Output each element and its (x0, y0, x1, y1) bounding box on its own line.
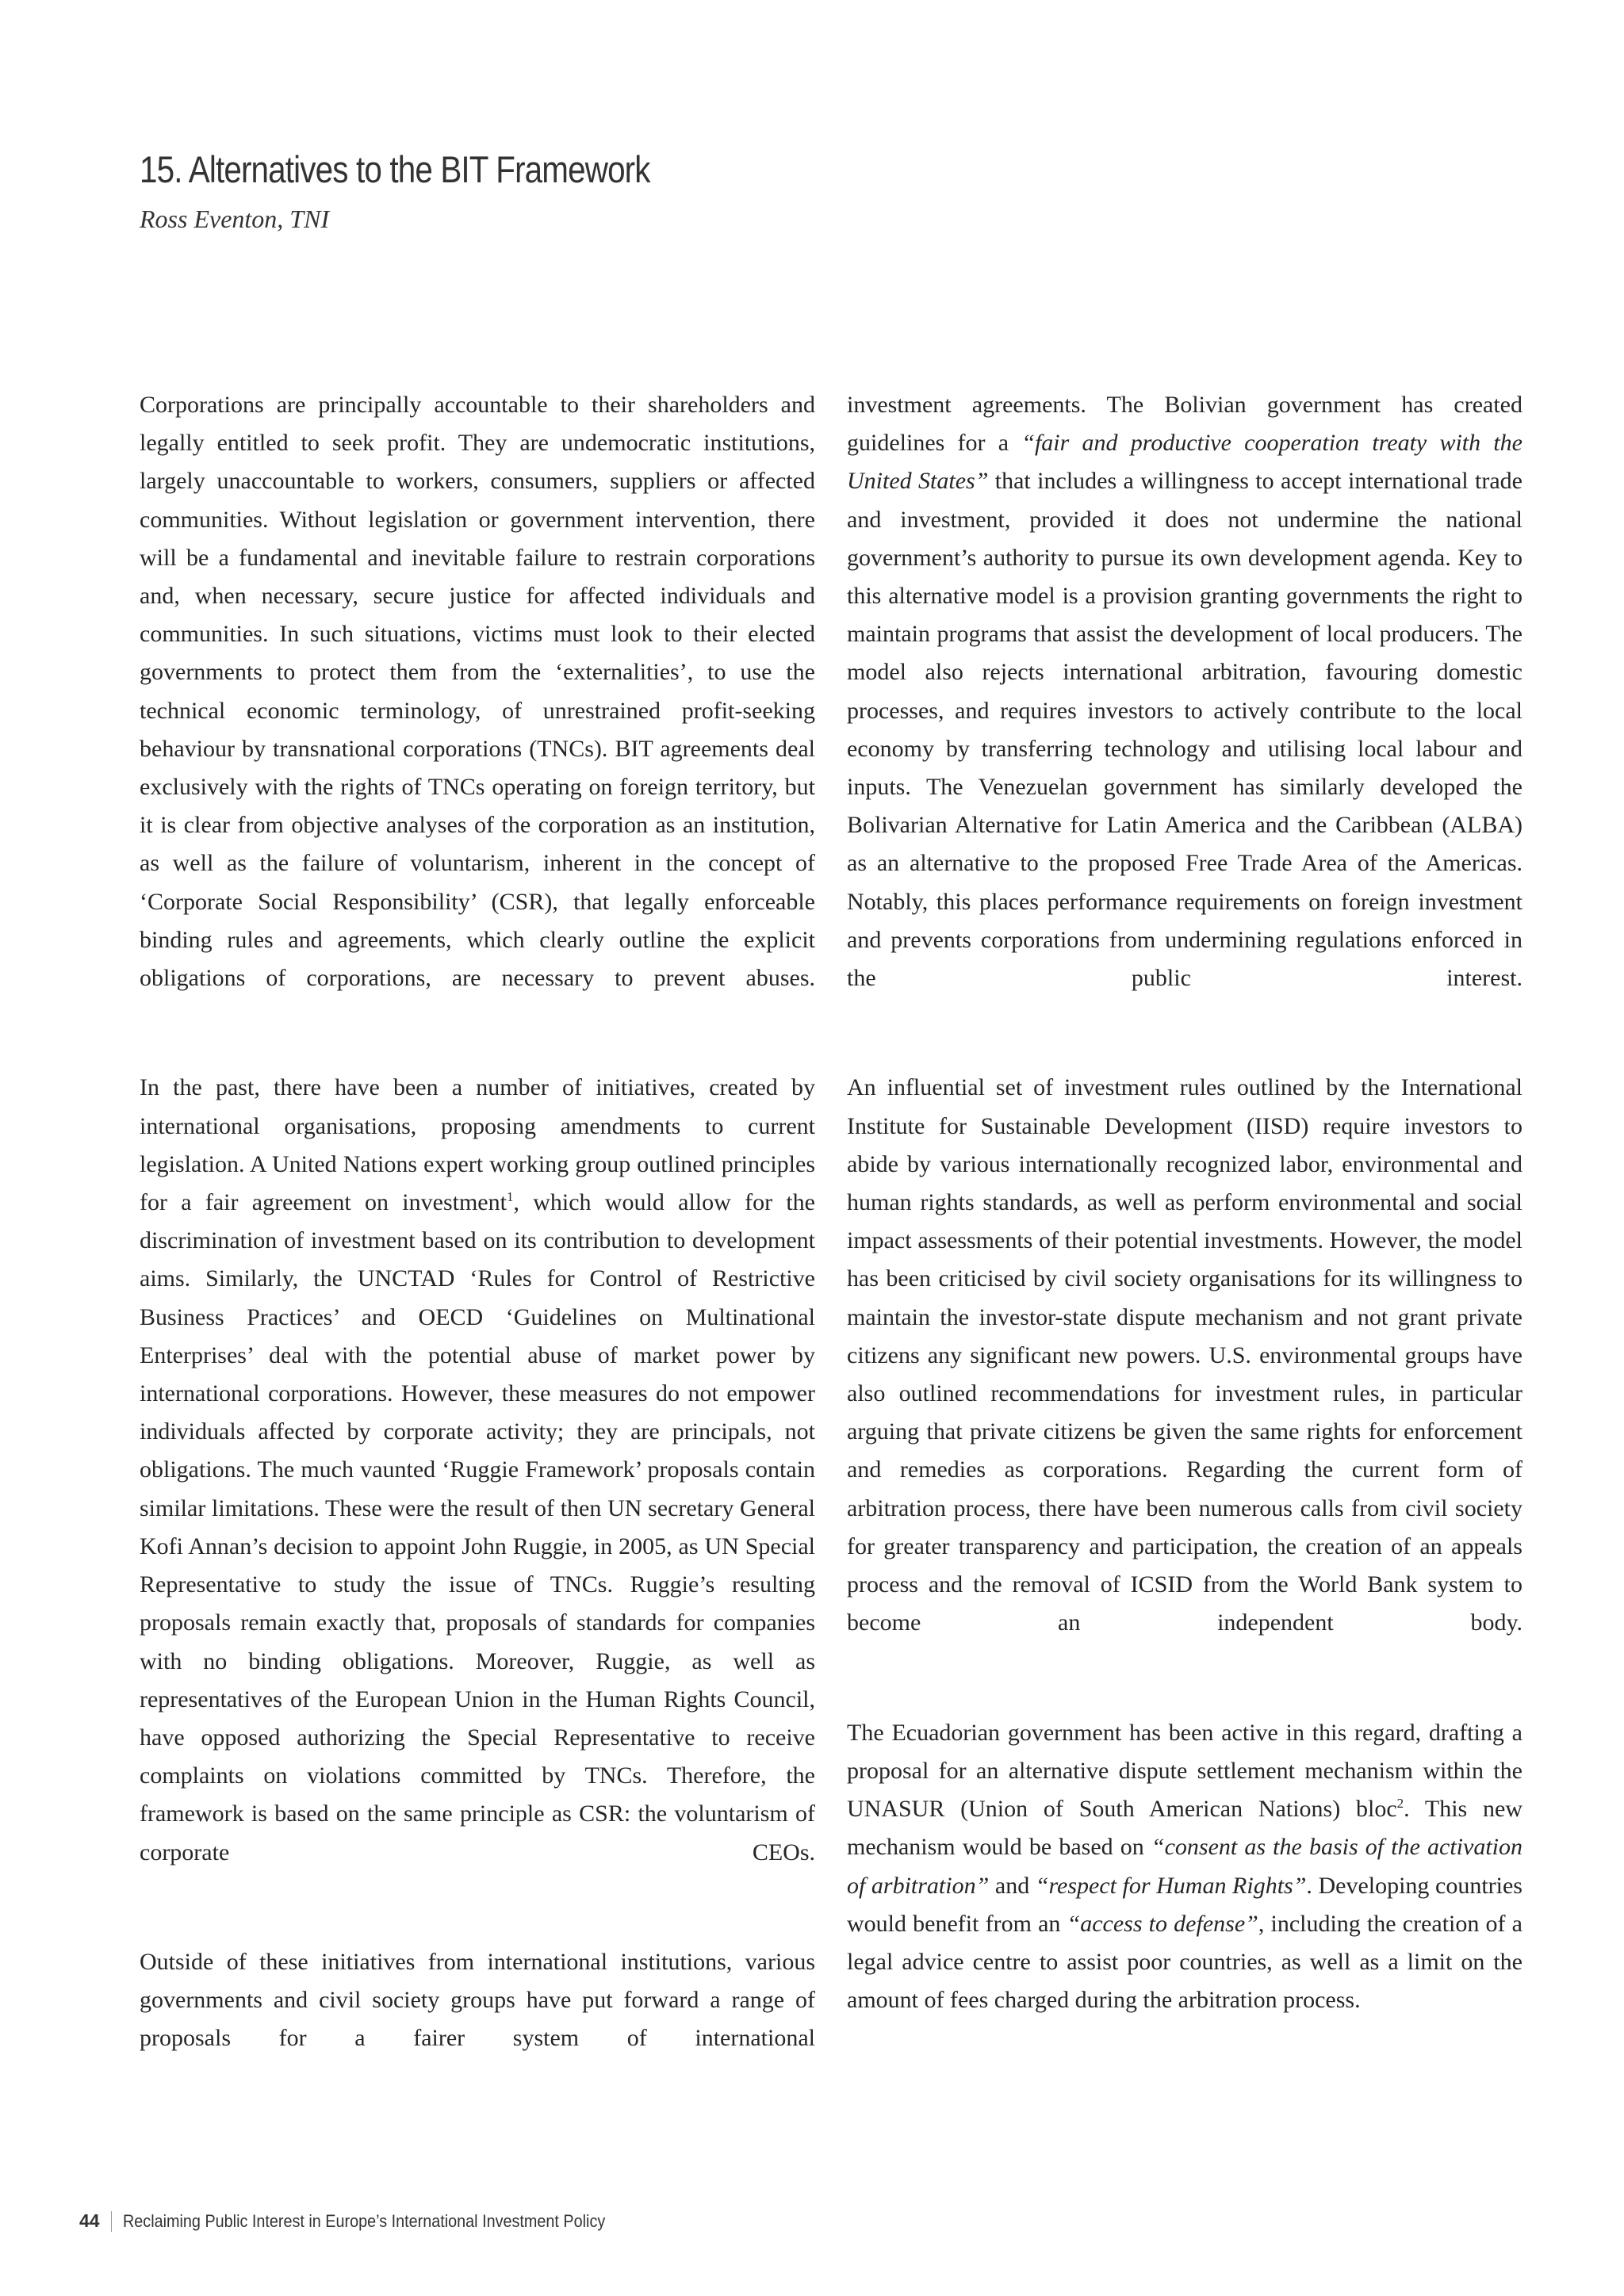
left-column (140, 386, 815, 2096)
quote-consent-arbitration: “consent as the basis of the activation of arbitration” (847, 1834, 1523, 1899)
paragraph-text: , which would allow for the discrimination of investment based on its contribution to development aims. Similarly, the UNCTAD ‘Rules for Control of Restrictive Business Practices’ and OECD ‘Guidelines on Multinational Enterprises’ deal with the potential abuse of market power by international corporations. However, these measures do not empower individuals affected by corporate activity; they are principals, not obligations. The much vaunted ‘Ruggie Framework’ proposals contain similar limitations. These were the result of then UN secretary General Kofi Annan’s decision to appoint John Ruggie, in 2005, as UN Special Representative to study the issue of TNCs. Ruggie’s resulting proposals remain exactly that, proposals of standards for companies with no binding obligations. Moreover, Ruggie, as well as representatives of the European Union in the Human Rights Council, have opposed authorizing the Special Representative to receive complaints on violations committed by TNCs. Therefore, the framework is based on the same principle as CSR: the voluntarism of corporate CEOs. (140, 1189, 815, 1866)
paragraph-iisd-rules (847, 1069, 1522, 1680)
paragraph-text: An influential set of investment rules outlined by the International Institute for Sustainable Development (IISD) require investors to abide by various internationally recognized labor, environmental and human rights standards, as well as perform environmental and social impact assessments of their potential investments. However, the model has been criticised by civil society organisations for its willingness to maintain the investor-state dispute mechanism and not grant private citizens any significant new powers. U.S. environmental groups have also outlined recommendations for investment rules, in particular arguing that private citizens be given the same rights for enforcement and remedies as corporations. Regarding the current form of arbitration process, there have been numerous calls from civil society for greater transparency and participation, the creation of an appeals process and the removal of ICSID from the World Bank system to become an independent body. (847, 1074, 1522, 1636)
paragraph-text: Outside of these initiatives from international institutions, various governments and civil society groups have put forward a range of proposals for a fairer system of international (140, 1948, 815, 2052)
footnote-marker-2[interactable]: 2 (1396, 1796, 1404, 1812)
quote-human-rights: “respect for Human Rights” (1035, 1872, 1307, 1899)
paragraph-text: . This new mechanism would be based on (847, 1796, 1522, 1861)
paragraph-text: Corporations are principally accountable to their shareholders and legally entitled to seek profit. They are undemocratic institutions, largely unaccountable to workers, consumers, suppliers or affected communities. Without legislation or government intervention, there will be a fundamental and inevitable failure to restrain corporations and, when necessary, secure justice for affected individuals and communities. In such situations, victims must look to their elected governments to protect them from the ‘externalities’, to use the technical economic terminology, of unrestrained profit-seeking behaviour by transnational corporations (TNCs). BIT agreements deal exclusively with the rights of TNCs operating on foreign territory, but it is clear from objective analyses of the corporation as an institution, as well as the failure of voluntarism, inherent in the concept of ‘Corporate Social Responsibility’ (CSR), that legally enforceable binding rules and agreements, which clearly outline the explicit obligations of corporations, are necessary to prevent abuses. (140, 392, 815, 992)
page-number: 44 (79, 2210, 100, 2231)
paragraph-text: . Developing countries would benefit from an (847, 1872, 1522, 1937)
paragraph-ecuador-proposal (847, 1714, 1522, 2020)
chapter-title: 15. Alternatives to the BIT Framework (140, 148, 650, 190)
publication-title: Reclaiming Public Interest in Europe’s International Investment Policy (122, 2210, 605, 2231)
chapter-author: Ross Eventon, TNI (140, 205, 330, 233)
paragraph-text: and (989, 1872, 1036, 1899)
paragraph-text: that includes a willingness to accept international trade and investment, provided it does not undermine the national government’s authority to pursue its own development agenda. Key to this alternative model is a provision granting governments the right to maintain programs that assist the development of local producers. The model also rejects international arbitration, favouring domestic processes, and requires investors to actively contribute to the local economy by transferring technology and utilising local labour and inputs. The Venezuelan government has similarly developed the Bolivarian Alternative for Latin America and the Caribbean (ALBA) as an alternative to the proposed Free Trade Area of the Americas. Notably, this places performance requirements on foreign investment and prevents corporations from undermining regulations enforced in the public interest. (847, 468, 1522, 992)
paragraph-text: In the past, there have been a number of initiatives, created by international organisations, proposing amendments to current legislation. A United Nations expert working group outlined principles for a fair agreement on investment (140, 1074, 815, 1216)
quote-bolivia-treaty: “fair and productive cooperation treaty with the United States” (847, 430, 1522, 495)
paragraph-bolivian-guidelines (847, 386, 1522, 1035)
paragraph-text: , including the creation of a legal advice centre to assist poor countries, as well as a limit on the amount of fees charged during the arbitration process. (847, 1910, 1522, 2014)
page-footer (79, 2210, 658, 2232)
footnote-marker-1[interactable]: 1 (506, 1189, 514, 1205)
footer-divider (111, 2211, 112, 2232)
paragraph-corporations-accountability (140, 386, 815, 1035)
paragraph-text: investment agreements. The Bolivian government has created guidelines for a (847, 392, 1522, 457)
paragraph-outside-initiatives (140, 1943, 815, 2096)
right-column (847, 386, 1522, 2019)
paragraph-text: The Ecuadorian government has been active in this regard, drafting a proposal for an alternative dispute settlement mechanism within the UNASUR (Union of South American Nations) bloc (847, 1719, 1522, 1823)
paragraph-past-initiatives (140, 1069, 815, 1909)
quote-access-to-defense: “access to defense” (1067, 1910, 1258, 1937)
